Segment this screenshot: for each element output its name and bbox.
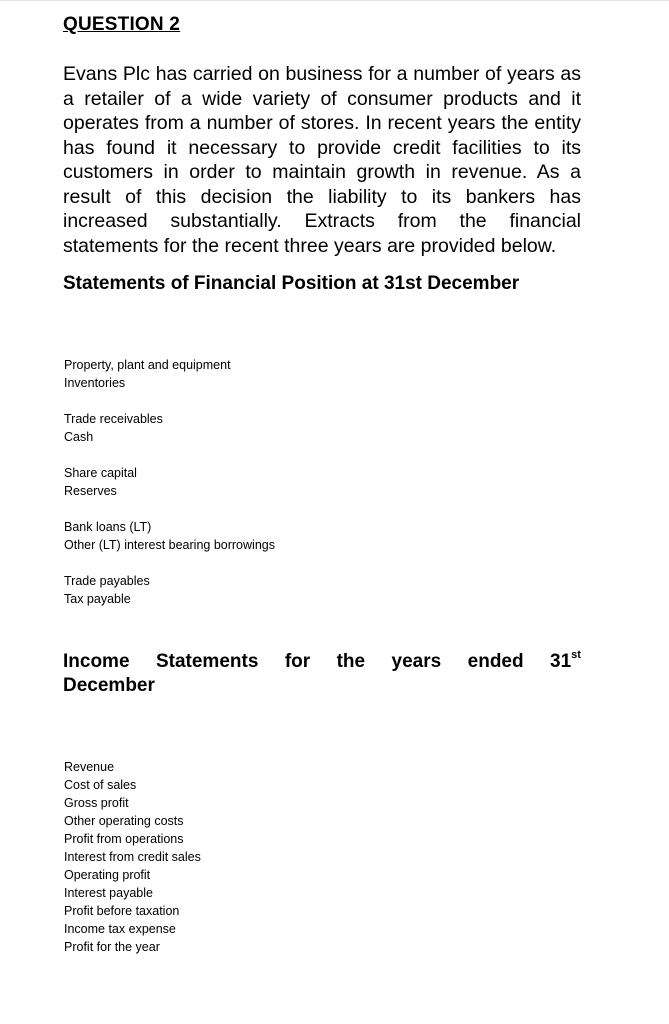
intro-paragraph: Evans Plc has carried on business for a number of years as a retailer of a wide variety of consumer products and it operates from a number of stores. In recent years the entity has found it necessary to provide credit facilities to its customers in order to maintain growth in revenue. As a result of this decision the liability to its bankers has increased substantially. Extracts from the financial statements for the recent three years are provided below. bbox=[63, 63, 581, 257]
income-heading-line2: December bbox=[63, 675, 155, 696]
income-heading-word: the bbox=[336, 651, 366, 672]
top-divider bbox=[0, 0, 669, 1]
sofp-row-label: Bank loans (LT) bbox=[64, 520, 152, 534]
income-row-label: Income tax expense bbox=[64, 922, 176, 936]
sofp-row-label: Other (LT) interest bearing borrowings bbox=[64, 538, 275, 552]
sofp-row-label: Tax payable bbox=[64, 592, 131, 606]
sofp-row-label: Share capital bbox=[64, 466, 137, 480]
income-heading-word: Income bbox=[63, 651, 130, 672]
income-row-label: Gross profit bbox=[64, 796, 129, 810]
sofp-row-label: Reserves bbox=[64, 484, 117, 498]
income-heading-word: Statements bbox=[155, 651, 259, 672]
sofp-row-label: Trade payables bbox=[64, 574, 150, 588]
income-heading-day: 31 bbox=[550, 651, 572, 672]
income-row-label: Cost of sales bbox=[64, 778, 137, 792]
income-heading bbox=[63, 651, 581, 673]
income-row-label: Profit for the year bbox=[64, 940, 160, 954]
income-row-label: Profit from operations bbox=[64, 832, 184, 846]
income-heading-word: ended bbox=[467, 651, 524, 672]
income-heading-word: years bbox=[391, 651, 442, 672]
sofp-row-label: Property, plant and equipment bbox=[64, 358, 231, 372]
income-heading-suffix: st bbox=[571, 649, 581, 661]
income-row-label: Interest from credit sales bbox=[64, 850, 201, 864]
income-heading-word: for bbox=[284, 651, 311, 672]
income-row-label: Revenue bbox=[64, 760, 115, 774]
income-row-label: Profit before taxation bbox=[64, 904, 180, 918]
income-row-label: Operating profit bbox=[64, 868, 151, 882]
sofp-row-label: Inventories bbox=[64, 376, 126, 390]
sofp-row-label: Trade receivables bbox=[64, 412, 163, 426]
income-row-label: Other operating costs bbox=[64, 814, 184, 828]
question-title: QUESTION 2 bbox=[63, 14, 181, 35]
income-row-label: Interest payable bbox=[64, 886, 153, 900]
sofp-row-label: Cash bbox=[64, 430, 94, 444]
income-heading-date bbox=[550, 651, 581, 673]
sofp-heading: Statements of Financial Position at 31st December bbox=[63, 273, 520, 294]
